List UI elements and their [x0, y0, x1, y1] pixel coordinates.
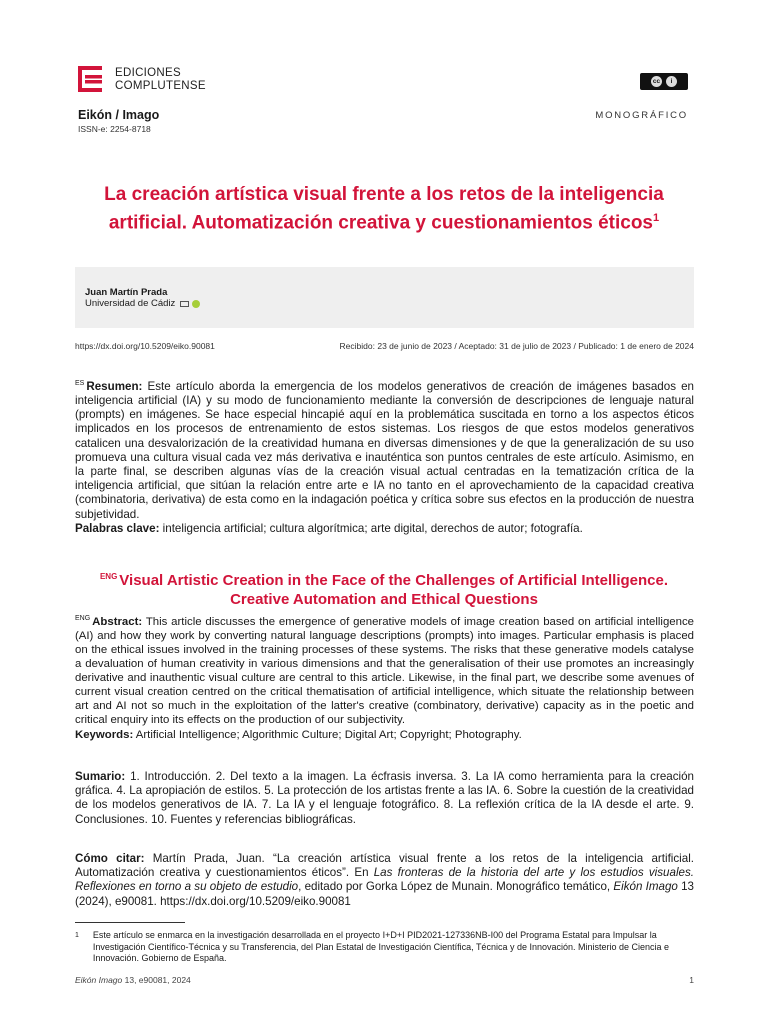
footer-journal-name: Eikón Imago — [75, 975, 123, 985]
lang-tag-eng: ENG — [99, 572, 118, 581]
abstract-paragraph — [75, 612, 694, 742]
citation-label: Cómo citar: — [75, 852, 145, 865]
section-label: MONOGRÁFICO — [595, 110, 688, 121]
sumario-paragraph — [75, 770, 694, 827]
article-title — [90, 184, 678, 234]
palabras-clave-text: inteligencia artificial; cultura algorítmica; arte digital, derechos de autor; fotografía. — [162, 521, 583, 535]
cc-by-icon[interactable] — [640, 73, 688, 90]
resumen-paragraph — [75, 377, 694, 536]
article-title-text: La creación artística visual frente a los retos de la inteligencia artificial. Automatización creativa y cuestionamientos éticos — [104, 184, 664, 233]
abstract-label: Abstract: — [92, 615, 143, 628]
footnote-divider — [75, 922, 185, 923]
doi-link[interactable]: https://dx.doi.org/10.5209/eiko.90081 — [75, 341, 215, 351]
resumen-label: Resumen: — [86, 379, 143, 393]
author-name: Juan Martín Prada — [85, 287, 168, 298]
palabras-clave-label: Palabras clave: — [75, 521, 160, 535]
publisher-name — [115, 67, 206, 93]
citation-book-title: Las fronteras de la historia del arte y los estudios visuales. Reflexiones en torno a su objeto de estudio — [75, 866, 694, 894]
publication-dates: Recibido: 23 de junio de 2023 / Aceptado: 31 de julio de 2023 / Publicado: 1 de enero de 2024 — [339, 341, 694, 351]
english-title-text: Visual Artistic Creation in the Face of the Challenges of Artificial Intelligence. Creative Automation and Ethical Questions — [119, 572, 669, 608]
keywords-label: Keywords: — [75, 728, 134, 741]
footer-citation — [75, 975, 191, 985]
lang-tag-eng-abstract: ENG — [75, 615, 91, 622]
issn: ISSN-e: 2254-8718 — [78, 124, 151, 134]
sumario-label: Sumario: — [75, 770, 126, 783]
journal-name: Eikón / Imago — [78, 108, 160, 122]
publisher-line-2: COMPLUTENSE — [115, 80, 206, 92]
footnote-number: 1 — [75, 932, 79, 939]
resumen-text: Este artículo aborda la emergencia de los modelos generativos de creación de imágenes basados en inteligencia artificial (IA) y su modo de funcionamiento mediante la conversión de descripciones de lenguaje natural (prompts) en imágenes. Se hace especial hincapié aquí en la problemática suscitada en torno a los aspectos éticos implicados en los procesos de entrenamiento de estos sistemas. Los riesgos de que estos modelos generativos catalicen una desvalorización de la creatividad humana en diversas dimensiones y de que la generalización de su uso promueva una cultura visual cada vez más derivativa e inauténtica son puntos centrales de este artículo. Asimismo, en la parte final, se describen algunas vías de la creación visual actual centradas en la tematización crítica de la inteligencia artificial, que sitúan la relación entre arte e IA no tanto en el aprovechamiento de la capacidad creativa (combinatoria, derivativa) de esta como en la indagación poética y crítica sobre sus efectos en la producción de nuestra subjetividad. — [75, 379, 694, 521]
footnote-text: Este artículo se enmarca en la investigación desarrollada en el proyecto I+D+I PID2021-127336NB-I00 del Programa Estatal para Impulsar la Investigación Científico-Técnica y su Transferencia, del Plan Estatal de Investigación Científica, Técnica y de Innovación. Ministerio de Ciencia e Innovación. Gobierno de España. — [92, 930, 670, 963]
citation-journal: Eikón Imago — [613, 880, 678, 894]
publisher-line-1: EDICIONES — [115, 67, 181, 79]
page-number: 1 — [689, 975, 694, 985]
orcid-icon[interactable] — [192, 300, 200, 308]
citation-paragraph — [75, 852, 694, 909]
ediciones-complutense-logo — [78, 66, 102, 92]
abstract-text: This article discusses the emergence of generative models of image creation based on artificial intelligence (AI) and how they work by converting natural language descriptions (prompts) into images. Particular emphasis is placed on the ethical issues involved in the training processes of these systems. The risks that these generative models catalyse a devaluation of human creativity in various dimensions and that the generalisation of their use promotes an increasingly derivative and inauthentic visual culture are central to this article. Likewise, in the final part, we describe some avenues of current visual creation centred on the critical thematisation of artificial intelligence, which situate the relationship between art and AI not so much in the exploitation of the latter's creative (combinatory, derivative) capacity as in the poetic and critical enquiry into its effects on the production of our subjectivity. — [75, 615, 694, 727]
footer-issue: 13, e90081, 2024 — [122, 975, 191, 985]
title-footnote-marker[interactable]: 1 — [653, 211, 660, 224]
sumario-text: 1. Introducción. 2. Del texto a la imagen. La écfrasis inversa. 3. La IA como herramienta para la creación gráfica. 4. La apropiación de estilos. 5. La protección de los artistas frente a las IA. 6. Sobre la cuestión de la creatividad de los modelos generativos de IA. 7. La IA y el lenguaje fotográfico. 8. La reflexión crítica de la IA desde el arte. 9. Conclusiones. 10. Fuentes y referencias bibliográficas. — [75, 770, 694, 826]
footnote — [75, 930, 694, 965]
citation-part-1: Martín Prada, Juan. “La creación artística visual frente a los retos de la inteligencia artificial. Automatización creativa y cuestionamientos éticos”. En — [75, 852, 694, 880]
by-icon: i — [666, 76, 677, 87]
lang-tag-es: ES — [75, 380, 85, 387]
citation-part-2: , editado por Gorka López de Munain. Monográfico temático, — [298, 880, 614, 894]
mail-icon[interactable] — [180, 301, 189, 307]
cc-icon: cc — [652, 78, 661, 85]
author-affiliation — [85, 298, 200, 309]
affiliation-text: Universidad de Cádiz — [85, 298, 176, 309]
keywords-text: Artificial Intelligence; Algorithmic Culture; Digital Art; Copyright; Photography. — [135, 728, 522, 741]
english-title — [90, 568, 678, 609]
citation-part-3: 13 (2024), e90081. https://dx.doi.org/10.5209/eiko.90081 — [75, 880, 694, 908]
